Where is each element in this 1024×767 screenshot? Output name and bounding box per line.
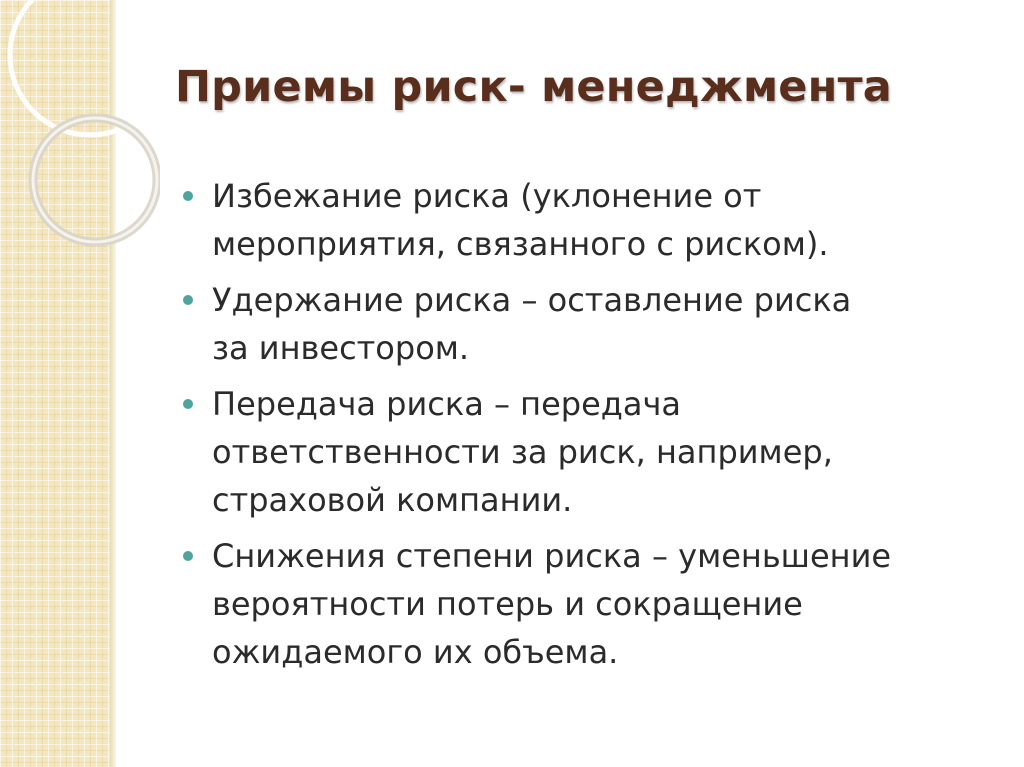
rings-decoration-icon — [0, 0, 160, 300]
slide-title: Приемы риск- менеджмента — [175, 62, 892, 112]
bullet-dot-icon — [183, 551, 193, 561]
bullet-dot-icon — [183, 399, 193, 409]
bullet-item-retention — [180, 276, 1010, 372]
bullet-dot-icon — [183, 295, 193, 305]
bullet-item-reduction — [180, 532, 1010, 676]
bullet-line: ответственности за риск, например, — [212, 433, 833, 471]
bullet-line: мероприятия, связанного с риском). — [212, 225, 829, 263]
bullet-line: вероятности потерь и сокращение — [212, 585, 803, 623]
bullet-line: за инвестором. — [212, 329, 470, 367]
bullet-line: Передача риска – передача — [212, 385, 682, 423]
bullet-line: Удержание риска – оставление риска — [212, 281, 852, 319]
bullet-line: страховой компании. — [212, 481, 573, 519]
bullet-item-transfer — [180, 380, 1010, 524]
bullet-line: Избежание риска (уклонение от — [212, 177, 762, 215]
bullet-line: Снижения степени риска – уменьшение — [212, 537, 892, 575]
bullet-list — [180, 172, 1010, 684]
bullet-item-avoidance — [180, 172, 1010, 268]
bullet-dot-icon — [183, 191, 193, 201]
bullet-line: ожидаемого их объема. — [212, 633, 619, 671]
